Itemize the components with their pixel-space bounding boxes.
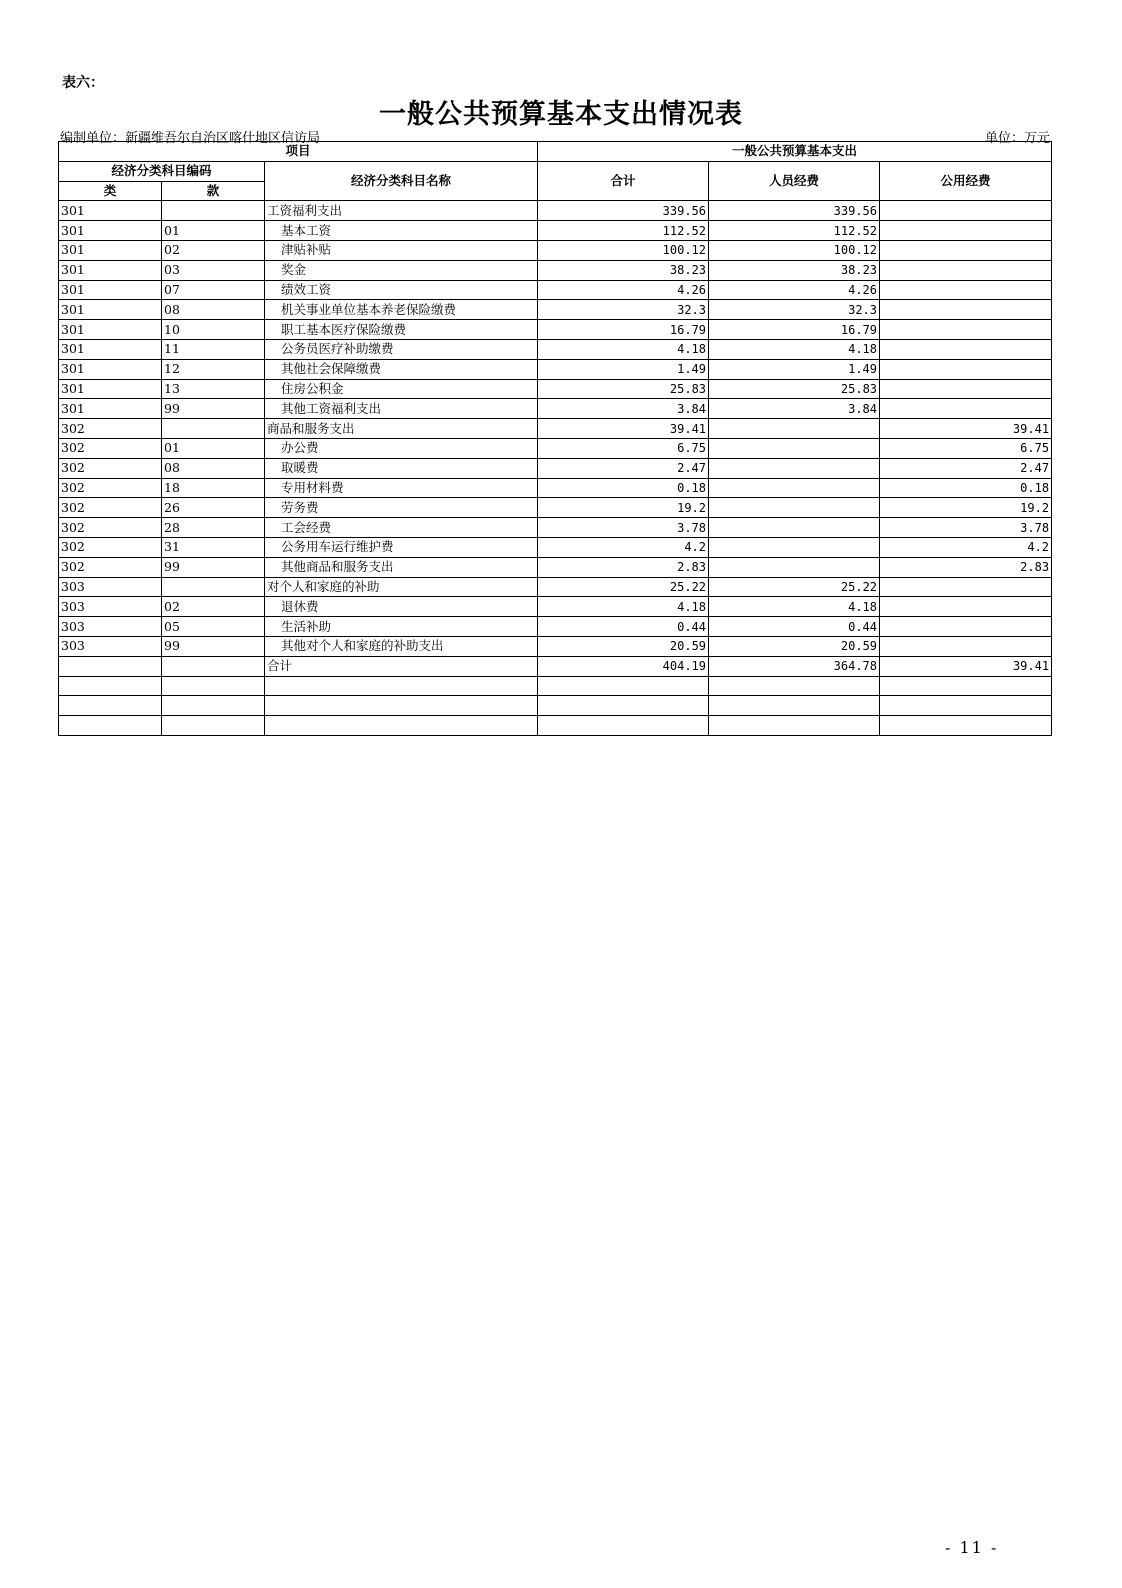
table-row	[59, 320, 1052, 340]
cell-name: 取暖费	[265, 458, 538, 478]
cell-total: 3.84	[538, 399, 709, 419]
cell-personnel: 20.59	[709, 636, 880, 656]
cell-total: 32.3	[538, 300, 709, 320]
cell-lei: 303	[59, 636, 162, 656]
cell-public	[880, 379, 1052, 399]
cell-public: 4.2	[880, 537, 1052, 557]
table-row	[59, 339, 1052, 359]
cell-name: 工会经费	[265, 518, 538, 538]
table-row	[59, 359, 1052, 379]
cell-personnel: 4.26	[709, 280, 880, 300]
table-row	[59, 676, 1052, 696]
cell-personnel: 339.56	[709, 201, 880, 221]
table-row	[59, 716, 1052, 736]
table-row	[59, 240, 1052, 260]
cell-name	[265, 676, 538, 696]
cell-name: 奖金	[265, 260, 538, 280]
cell-lei: 302	[59, 419, 162, 439]
cell-public	[880, 597, 1052, 617]
cell-total: 25.83	[538, 379, 709, 399]
cell-public	[880, 577, 1052, 597]
table-row	[59, 221, 1052, 241]
table-row	[59, 458, 1052, 478]
cell-total: 2.83	[538, 557, 709, 577]
table-row	[59, 280, 1052, 300]
table-row	[59, 617, 1052, 637]
cell-public	[880, 636, 1052, 656]
table-row	[59, 597, 1052, 617]
header-project: 项目	[59, 142, 538, 162]
cell-kuan: 31	[162, 537, 265, 557]
cell-kuan: 08	[162, 458, 265, 478]
cell-kuan: 18	[162, 478, 265, 498]
cell-lei: 301	[59, 379, 162, 399]
cell-personnel: 112.52	[709, 221, 880, 241]
cell-kuan: 99	[162, 636, 265, 656]
cell-total: 19.2	[538, 498, 709, 518]
header-name: 经济分类科目名称	[265, 161, 538, 201]
cell-personnel: 4.18	[709, 339, 880, 359]
cell-lei: 301	[59, 359, 162, 379]
cell-kuan: 03	[162, 260, 265, 280]
cell-public: 19.2	[880, 498, 1052, 518]
cell-kuan: 11	[162, 339, 265, 359]
cell-personnel: 38.23	[709, 260, 880, 280]
cell-public	[880, 280, 1052, 300]
cell-total: 39.41	[538, 419, 709, 439]
table-row	[59, 300, 1052, 320]
table-row	[59, 518, 1052, 538]
cell-public	[880, 260, 1052, 280]
cell-personnel	[709, 676, 880, 696]
cell-name: 其他工资福利支出	[265, 399, 538, 419]
cell-kuan: 26	[162, 498, 265, 518]
cell-total: 4.18	[538, 597, 709, 617]
cell-personnel: 32.3	[709, 300, 880, 320]
cell-lei: 302	[59, 458, 162, 478]
cell-kuan	[162, 419, 265, 439]
cell-total: 0.18	[538, 478, 709, 498]
cell-total: 339.56	[538, 201, 709, 221]
cell-lei: 302	[59, 557, 162, 577]
cell-kuan: 10	[162, 320, 265, 340]
cell-name	[265, 716, 538, 736]
header-personnel: 人员经费	[709, 161, 880, 201]
cell-name: 专用材料费	[265, 478, 538, 498]
cell-name: 办公费	[265, 438, 538, 458]
cell-total: 112.52	[538, 221, 709, 241]
cell-kuan: 08	[162, 300, 265, 320]
cell-lei: 301	[59, 201, 162, 221]
cell-kuan	[162, 201, 265, 221]
cell-name: 机关事业单位基本养老保险缴费	[265, 300, 538, 320]
cell-lei	[59, 656, 162, 676]
cell-personnel: 25.83	[709, 379, 880, 399]
cell-lei: 301	[59, 221, 162, 241]
table-row	[59, 438, 1052, 458]
cell-public	[880, 696, 1052, 716]
cell-personnel	[709, 478, 880, 498]
cell-total: 3.78	[538, 518, 709, 538]
cell-name: 住房公积金	[265, 379, 538, 399]
cell-public	[880, 399, 1052, 419]
cell-kuan	[162, 577, 265, 597]
cell-name: 劳务费	[265, 498, 538, 518]
cell-name: 其他社会保障缴费	[265, 359, 538, 379]
cell-personnel	[709, 518, 880, 538]
table-row	[59, 379, 1052, 399]
cell-kuan	[162, 696, 265, 716]
cell-personnel	[709, 498, 880, 518]
cell-personnel: 25.22	[709, 577, 880, 597]
cell-public: 6.75	[880, 438, 1052, 458]
cell-personnel	[709, 419, 880, 439]
cell-lei: 302	[59, 518, 162, 538]
cell-public: 2.83	[880, 557, 1052, 577]
cell-total: 20.59	[538, 636, 709, 656]
table-row	[59, 260, 1052, 280]
header-code-group: 经济分类科目编码	[59, 161, 265, 181]
table-label: 表六：	[62, 75, 104, 91]
cell-lei: 301	[59, 339, 162, 359]
cell-personnel: 100.12	[709, 240, 880, 260]
cell-public: 3.78	[880, 518, 1052, 538]
cell-total: 100.12	[538, 240, 709, 260]
cell-kuan: 05	[162, 617, 265, 637]
cell-personnel	[709, 557, 880, 577]
cell-personnel: 4.18	[709, 597, 880, 617]
cell-total: 1.49	[538, 359, 709, 379]
cell-kuan	[162, 676, 265, 696]
cell-lei: 301	[59, 399, 162, 419]
cell-personnel	[709, 696, 880, 716]
cell-name: 绩效工资	[265, 280, 538, 300]
header-budget: 一般公共预算基本支出	[538, 142, 1052, 162]
cell-total: 2.47	[538, 458, 709, 478]
table-row	[59, 498, 1052, 518]
cell-kuan: 01	[162, 221, 265, 241]
cell-public	[880, 201, 1052, 221]
cell-total: 4.18	[538, 339, 709, 359]
cell-lei	[59, 716, 162, 736]
cell-kuan: 02	[162, 240, 265, 260]
cell-lei: 303	[59, 597, 162, 617]
cell-public	[880, 617, 1052, 637]
cell-personnel: 364.78	[709, 656, 880, 676]
cell-lei: 302	[59, 438, 162, 458]
cell-lei: 301	[59, 260, 162, 280]
cell-lei	[59, 676, 162, 696]
table-row	[59, 696, 1052, 716]
table-row	[59, 636, 1052, 656]
cell-personnel: 16.79	[709, 320, 880, 340]
cell-kuan: 28	[162, 518, 265, 538]
cell-name	[265, 696, 538, 716]
cell-name: 其他商品和服务支出	[265, 557, 538, 577]
cell-kuan: 99	[162, 399, 265, 419]
cell-total: 25.22	[538, 577, 709, 597]
table-row	[59, 537, 1052, 557]
cell-kuan: 07	[162, 280, 265, 300]
cell-lei: 302	[59, 498, 162, 518]
cell-public	[880, 676, 1052, 696]
cell-personnel: 1.49	[709, 359, 880, 379]
table-body	[59, 201, 1052, 736]
cell-total: 38.23	[538, 260, 709, 280]
cell-total	[538, 676, 709, 696]
cell-kuan: 13	[162, 379, 265, 399]
cell-name: 合计	[265, 656, 538, 676]
cell-kuan: 99	[162, 557, 265, 577]
cell-name: 退休费	[265, 597, 538, 617]
table-row	[59, 399, 1052, 419]
cell-public: 39.41	[880, 419, 1052, 439]
cell-name: 对个人和家庭的补助	[265, 577, 538, 597]
cell-lei: 303	[59, 577, 162, 597]
cell-lei: 303	[59, 617, 162, 637]
cell-personnel: 0.44	[709, 617, 880, 637]
cell-personnel	[709, 458, 880, 478]
table-row	[59, 577, 1052, 597]
page-title: 一般公共预算基本支出情况表	[379, 99, 743, 130]
cell-total	[538, 716, 709, 736]
cell-personnel: 3.84	[709, 399, 880, 419]
cell-personnel	[709, 716, 880, 736]
cell-name: 津贴补贴	[265, 240, 538, 260]
header-total: 合计	[538, 161, 709, 201]
cell-total: 404.19	[538, 656, 709, 676]
cell-total: 6.75	[538, 438, 709, 458]
table-row	[59, 201, 1052, 221]
cell-personnel	[709, 438, 880, 458]
cell-personnel	[709, 537, 880, 557]
cell-lei: 301	[59, 280, 162, 300]
unit-label: 单位：万元	[984, 131, 1050, 146]
header-lei: 类	[59, 181, 162, 201]
cell-total: 4.26	[538, 280, 709, 300]
cell-public	[880, 320, 1052, 340]
cell-lei: 301	[59, 240, 162, 260]
cell-kuan: 02	[162, 597, 265, 617]
cell-kuan: 01	[162, 438, 265, 458]
cell-kuan: 12	[162, 359, 265, 379]
cell-public: 2.47	[880, 458, 1052, 478]
cell-name: 职工基本医疗保险缴费	[265, 320, 538, 340]
cell-kuan	[162, 716, 265, 736]
organization-label: 编制单位：新疆维吾尔自治区喀什地区信访局	[60, 131, 321, 146]
cell-public	[880, 240, 1052, 260]
cell-public	[880, 221, 1052, 241]
cell-name: 其他对个人和家庭的补助支出	[265, 636, 538, 656]
cell-total: 16.79	[538, 320, 709, 340]
cell-public	[880, 716, 1052, 736]
cell-name: 基本工资	[265, 221, 538, 241]
table-row	[59, 478, 1052, 498]
cell-total: 4.2	[538, 537, 709, 557]
cell-total	[538, 696, 709, 716]
page-number: - 11 -	[945, 1538, 999, 1557]
cell-public: 0.18	[880, 478, 1052, 498]
header-public: 公用经费	[880, 161, 1052, 201]
cell-total: 0.44	[538, 617, 709, 637]
cell-lei: 302	[59, 478, 162, 498]
cell-lei: 302	[59, 537, 162, 557]
table-row	[59, 656, 1052, 676]
cell-public	[880, 300, 1052, 320]
cell-lei: 301	[59, 320, 162, 340]
cell-name: 生活补助	[265, 617, 538, 637]
table-row	[59, 419, 1052, 439]
cell-lei: 301	[59, 300, 162, 320]
cell-public	[880, 339, 1052, 359]
cell-name: 公务员医疗补助缴费	[265, 339, 538, 359]
cell-name: 工资福利支出	[265, 201, 538, 221]
header-kuan: 款	[162, 181, 265, 201]
cell-public	[880, 359, 1052, 379]
table-row	[59, 557, 1052, 577]
cell-public: 39.41	[880, 656, 1052, 676]
cell-lei	[59, 696, 162, 716]
cell-kuan	[162, 656, 265, 676]
budget-table	[58, 141, 1052, 736]
cell-name: 公务用车运行维护费	[265, 537, 538, 557]
cell-name: 商品和服务支出	[265, 419, 538, 439]
